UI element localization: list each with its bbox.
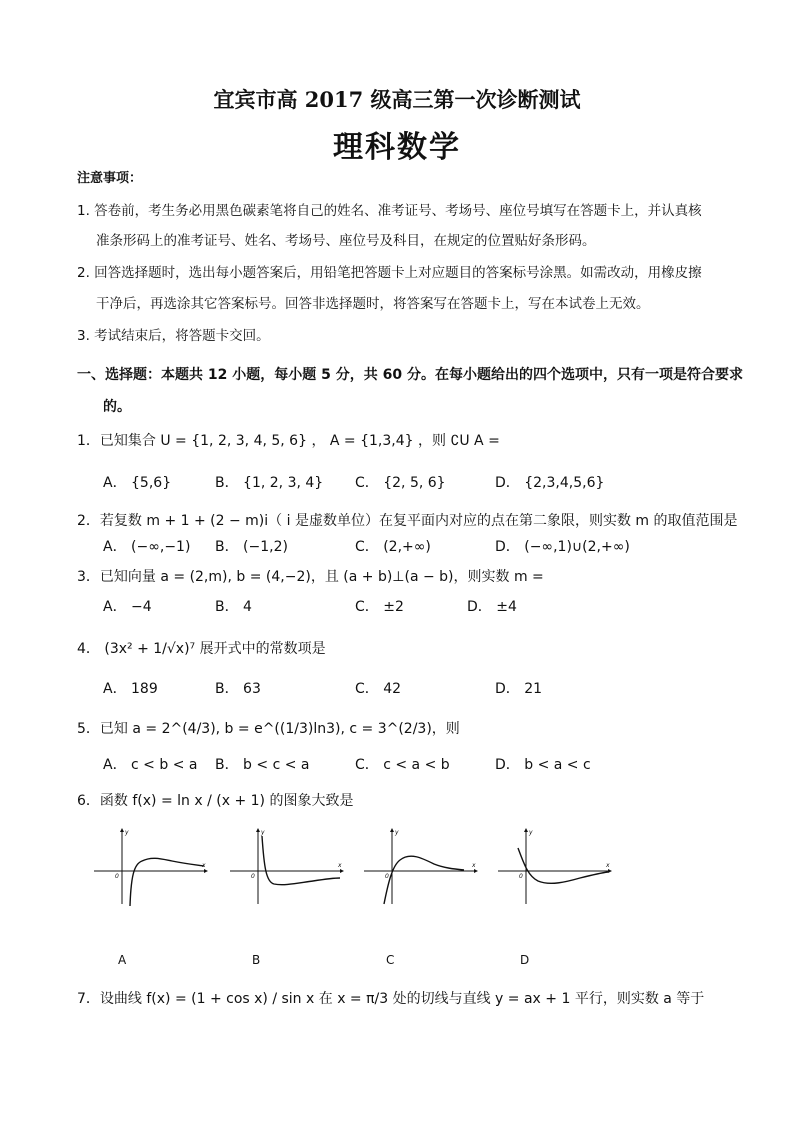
note-1-line-1: 1. 答卷前，考生务必用黑色碳素笔将自己的姓名、准考证号、考场号、座位号填写在答题卡上，并认真核 xyxy=(77,203,702,219)
note-1-line-2: 准条形码上的准考证号、姓名、考场号、座位号及科目，在规定的位置贴好条形码。 xyxy=(96,233,596,249)
svg-text:y: y xyxy=(125,829,129,836)
graph-option-b xyxy=(228,826,344,906)
question-1-stem: 1．已知集合 U = {1, 2, 3, 4, 5, 6} ， A = {1,3,4} ，则 ∁U A = xyxy=(77,433,500,449)
question-2-option-a: A． (−∞,−1) xyxy=(103,539,191,555)
graph-option-a xyxy=(92,826,208,906)
question-4-option-a: A． 189 xyxy=(103,681,158,697)
graph-label-c: C xyxy=(386,953,395,967)
exam-subject: 理科数学 xyxy=(333,130,461,165)
svg-text:x: x xyxy=(338,862,342,869)
question-5-option-d: D． b < a < c xyxy=(495,757,591,773)
question-2-option-c: C． (2,+∞) xyxy=(355,539,431,555)
question-1-option-d: D． {2,3,4,5,6} xyxy=(495,475,605,491)
question-3-option-a: A． −4 xyxy=(103,599,152,615)
question-4-option-b: B． 63 xyxy=(215,681,261,697)
question-4-option-d: D． 21 xyxy=(495,681,543,697)
graph-label-b: B xyxy=(252,953,261,967)
graph-option-c xyxy=(362,826,478,906)
question-5-stem: 5．已知 a = 2^(4/3), b = e^((1/3)ln3), c = 3^(2/3)，则 xyxy=(77,721,460,737)
question-1-option-b: B． {1, 2, 3, 4} xyxy=(215,475,324,491)
graph-option-d xyxy=(496,826,612,906)
svg-text:y: y xyxy=(395,829,399,836)
question-3-option-c: C． ±2 xyxy=(355,599,404,615)
question-5-option-b: B． b < c < a xyxy=(215,757,310,773)
svg-text:0: 0 xyxy=(519,873,523,880)
graph-label-d: D xyxy=(520,953,530,967)
question-7-stem: 7．设曲线 f(x) = (1 + cos x) / sin x 在 x = π/3 处的切线与直线 y = ax + 1 平行，则实数 a 等于 xyxy=(77,991,705,1007)
question-4-stem: 4． (3x² + 1/√x)⁷ 展开式中的常数项是 xyxy=(77,641,326,657)
question-3-option-b: B． 4 xyxy=(215,599,252,615)
question-5-option-c: C． c < a < b xyxy=(355,757,450,773)
svg-text:x: x xyxy=(472,862,476,869)
section-1-heading-line-1: 一、选择题：本题共 12 小题，每小题 5 分，共 60 分。在每小题给出的四个选项中，只有一项是符合要求 xyxy=(77,367,743,383)
note-2-line-1: 2. 回答选择题时，选出每小题答案后，用铅笔把答题卡上对应题目的答案标号涂黑。如需改动，用橡皮擦 xyxy=(77,265,702,281)
question-6-stem: 6．函数 f(x) = ln x / (x + 1) 的图象大致是 xyxy=(77,793,354,809)
svg-text:0: 0 xyxy=(385,873,389,880)
svg-text:y: y xyxy=(261,829,265,836)
exam-title: 宜宾市高 2017 级高三第一次诊断测试 xyxy=(213,87,581,112)
svg-text:y: y xyxy=(529,829,533,836)
note-2-line-2: 干净后，再选涂其它答案标号。回答非选择题时，将答案写在答题卡上，写在本试卷上无效。 xyxy=(96,296,650,312)
section-1-heading-line-2: 的。 xyxy=(103,399,131,415)
svg-text:x: x xyxy=(606,862,610,869)
question-2-stem: 2．若复数 m + 1 + (2 − m)i（ i 是虚数单位）在复平面内对应的点在第二象限，则实数 m 的取值范围是 xyxy=(77,513,738,529)
question-2-option-d: D． (−∞,1)∪(2,+∞) xyxy=(495,539,630,555)
question-3-stem: 3．已知向量 a = (2,m), b = (4,−2)，且 (a + b)⊥(a − b)，则实数 m = xyxy=(77,569,544,585)
question-2-option-b: B． (−1,2) xyxy=(215,539,288,555)
question-1-option-a: A． {5,6} xyxy=(103,475,172,491)
svg-text:0: 0 xyxy=(115,873,119,880)
notes-heading: 注意事项： xyxy=(77,171,143,186)
question-5-option-a: A． c < b < a xyxy=(103,757,198,773)
question-3-option-d: D． ±4 xyxy=(467,599,517,615)
svg-text:0: 0 xyxy=(251,873,255,880)
question-4-option-c: C． 42 xyxy=(355,681,402,697)
question-1-option-c: C． {2, 5, 6} xyxy=(355,475,446,491)
graph-label-a: A xyxy=(118,953,127,967)
note-3: 3. 考试结束后，将答题卡交回。 xyxy=(77,328,270,344)
svg-text:x: x xyxy=(202,862,206,869)
